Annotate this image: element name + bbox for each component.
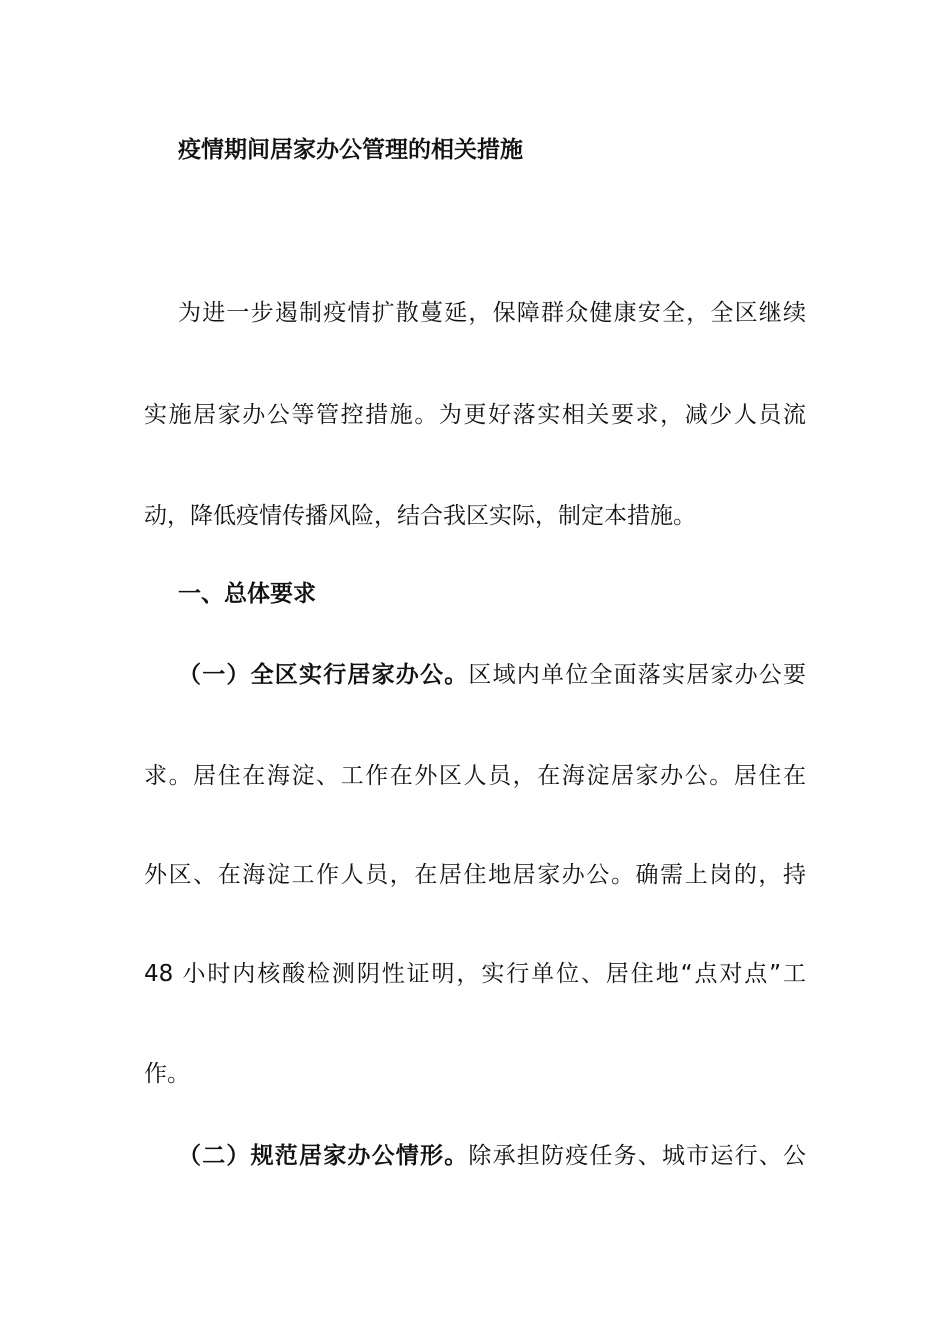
item1-line-4: 48 小时内核酸检测阴性证明，实行单位、居住地“点对点”工 — [144, 961, 806, 987]
intro-line-3: 动，降低疫情传播风险，结合我区实际，制定本措施。 — [144, 503, 696, 529]
item1-lead: （一）全区实行居家办公。 — [178, 662, 469, 688]
intro-line-1: 为进一步遏制疫情扩散蔓延，保障群众健康安全，全区继续 — [178, 300, 806, 326]
item1-line-3: 外区、在海淀工作人员，在居住地居家办公。确需上岗的，持 — [144, 862, 806, 888]
item2-lead: （二）规范居家办公情形。 — [178, 1143, 469, 1169]
item1-line-1-rest: 区域内单位全面落实居家办公要 — [468, 662, 806, 688]
section-heading: 一、总体要求 — [178, 581, 316, 607]
intro-line-2: 实施居家办公等管控措施。为更好落实相关要求，减少人员流 — [144, 402, 806, 428]
document-title: 疫情期间居家办公管理的相关措施 — [178, 137, 523, 163]
item1-line-1 — [178, 660, 806, 690]
item2-line-1 — [178, 1141, 806, 1171]
item1-line-5: 作。 — [144, 1061, 190, 1087]
item2-line-1-rest: 除承担防疫任务、城市运行、公 — [468, 1143, 806, 1169]
item1-line-2: 求。居住在海淀、工作在外区人员，在海淀居家办公。居住在 — [144, 763, 806, 789]
